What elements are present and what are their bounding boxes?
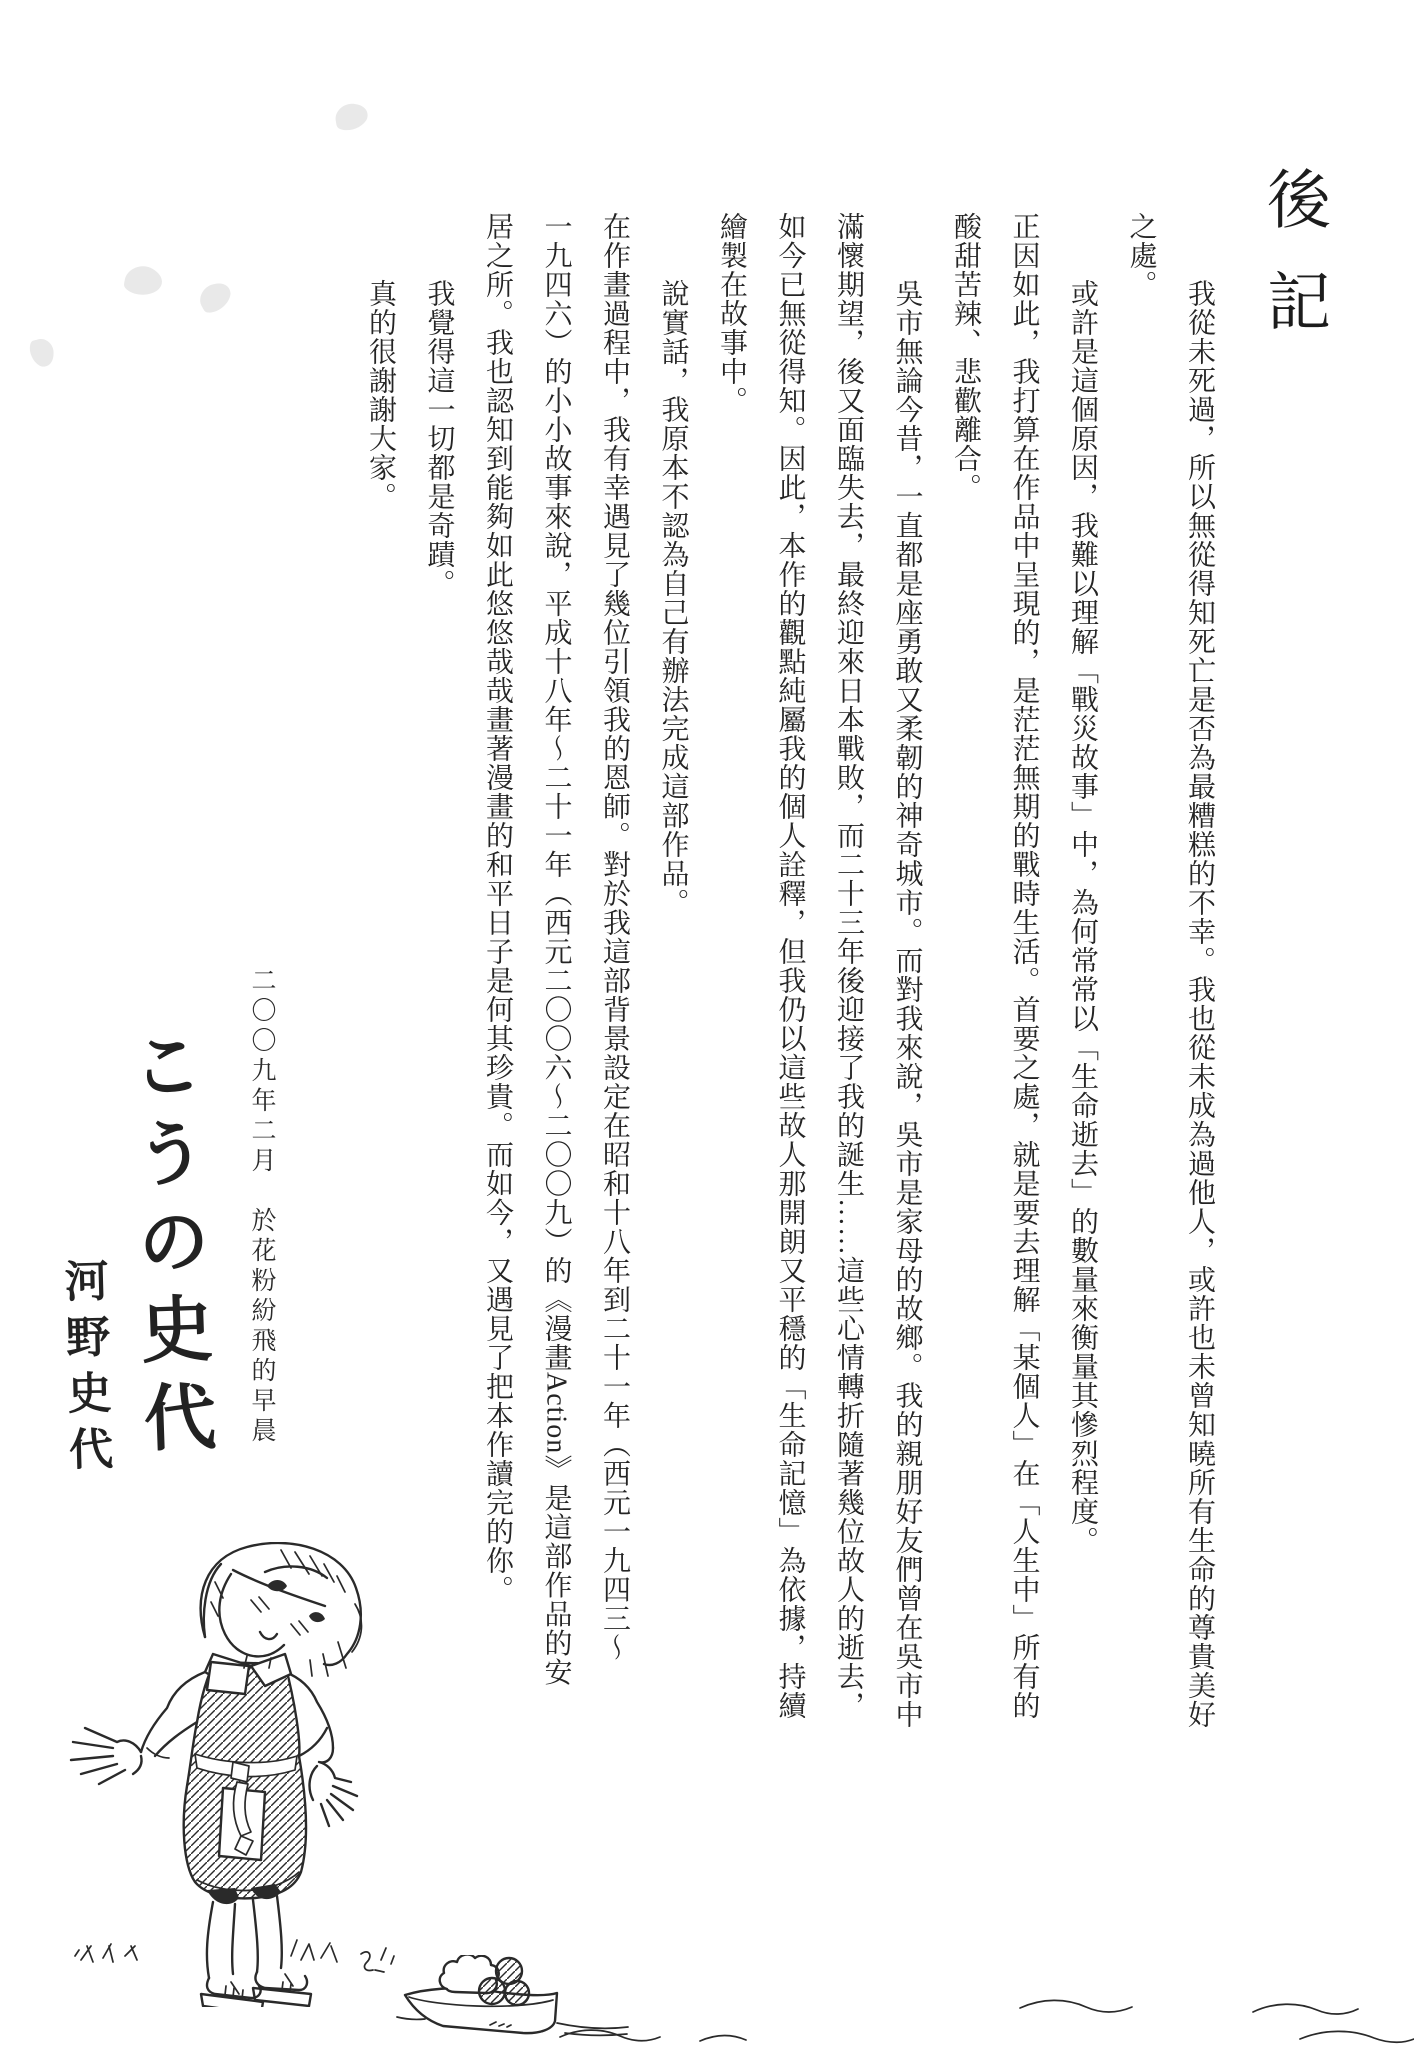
text-column-14: 我覺得這一切都是奇蹟。: [423, 279, 455, 598]
petal-icon: [27, 336, 57, 370]
grass-tufts: [75, 1940, 394, 1972]
text-column-9: 繪製在故事中。: [716, 212, 747, 415]
author-signature-kanji: 河野史代: [57, 1257, 112, 1483]
text-column-1: 我從未死過，所以無從得知死亡是否為最糟糕的不幸。我也從未成為過他人，或許也未曾知曉所有生命的尊貴美好: [1184, 279, 1215, 1729]
wave-lines: [0, 1995, 1414, 2048]
petal-decoration: [0, 0, 480, 420]
bowing-girl-illustration: [55, 1542, 400, 2007]
girl-bloomers-shadow: [207, 1888, 239, 1904]
text-column-7: 滿懷期望，後又面臨失去，最終迎來日本戰敗，而二十三年後迎接了我的誕生……這些心情轉折隨著幾位故人的逝去，: [833, 212, 864, 1720]
text-column-5: 酸甜苦辣、悲歡離合。: [950, 212, 981, 502]
text-column-8: 如今已無從得知。因此，本作的觀點純屬我的個人詮釋，但我仍以這些故人那開朗又平穩的「生命記憶」為依據，持續: [774, 212, 806, 1720]
girl-left-arm-hand: [71, 1672, 205, 1784]
text-column-6: 吳市無論今昔，一直都是座勇敢又柔韌的神奇城市。而對我來說，吳市是家母的故鄉。我的親朋好友們曾在吳市中: [891, 279, 923, 1729]
text-column-12: 一九四六）的小小故事來說，平成十八年～二十一年（西元二〇〇六～二〇〇九）的《漫畫Action》是這部作品的安: [540, 212, 572, 1687]
girl-legs: [207, 1896, 282, 1978]
petal-icon: [194, 278, 235, 317]
author-signature-kana: こうの史代: [119, 1026, 215, 1470]
text-column-2: 之處。: [1125, 212, 1157, 299]
text-column-15: 真的很謝謝大家。: [365, 279, 396, 511]
text-column-13: 居之所。我也認知到能夠如此悠悠哉哉畫著漫畫的和平日子是何其珍貴。而如今，又遇見了把本作讀完的你。: [482, 212, 513, 1604]
wave-line: [560, 2000, 1414, 2042]
petal-icon: [333, 101, 370, 133]
text-column-10: 說實話，我原本不認為自己有辦法完成這部作品。: [657, 279, 689, 917]
petal-icon: [123, 264, 164, 298]
text-column-3: 或許是這個原因，我難以理解「戰災故事」中，為何常常以「生命逝去」的數量來衡量其慘烈程度。: [1067, 279, 1098, 1555]
text-column-11: 在作畫過程中，我有幸遇見了幾位引領我的恩師。對於我這部背景設定在昭和十八年到二十一年（西元一九四三～: [599, 212, 630, 1662]
text-column-4: 正因如此，我打算在作品中呈現的，是茫茫無期的戰時生活。首要之處，就是要去理解「某個人」在「人生中」所有的: [1008, 212, 1040, 1720]
girl-face: [219, 1566, 327, 1668]
colophon-date: 二〇〇九年二月 於花粉紛飛的早晨: [248, 967, 275, 1447]
girl-chest-pocket: [207, 1662, 249, 1694]
page-title: 後記: [1258, 166, 1329, 370]
